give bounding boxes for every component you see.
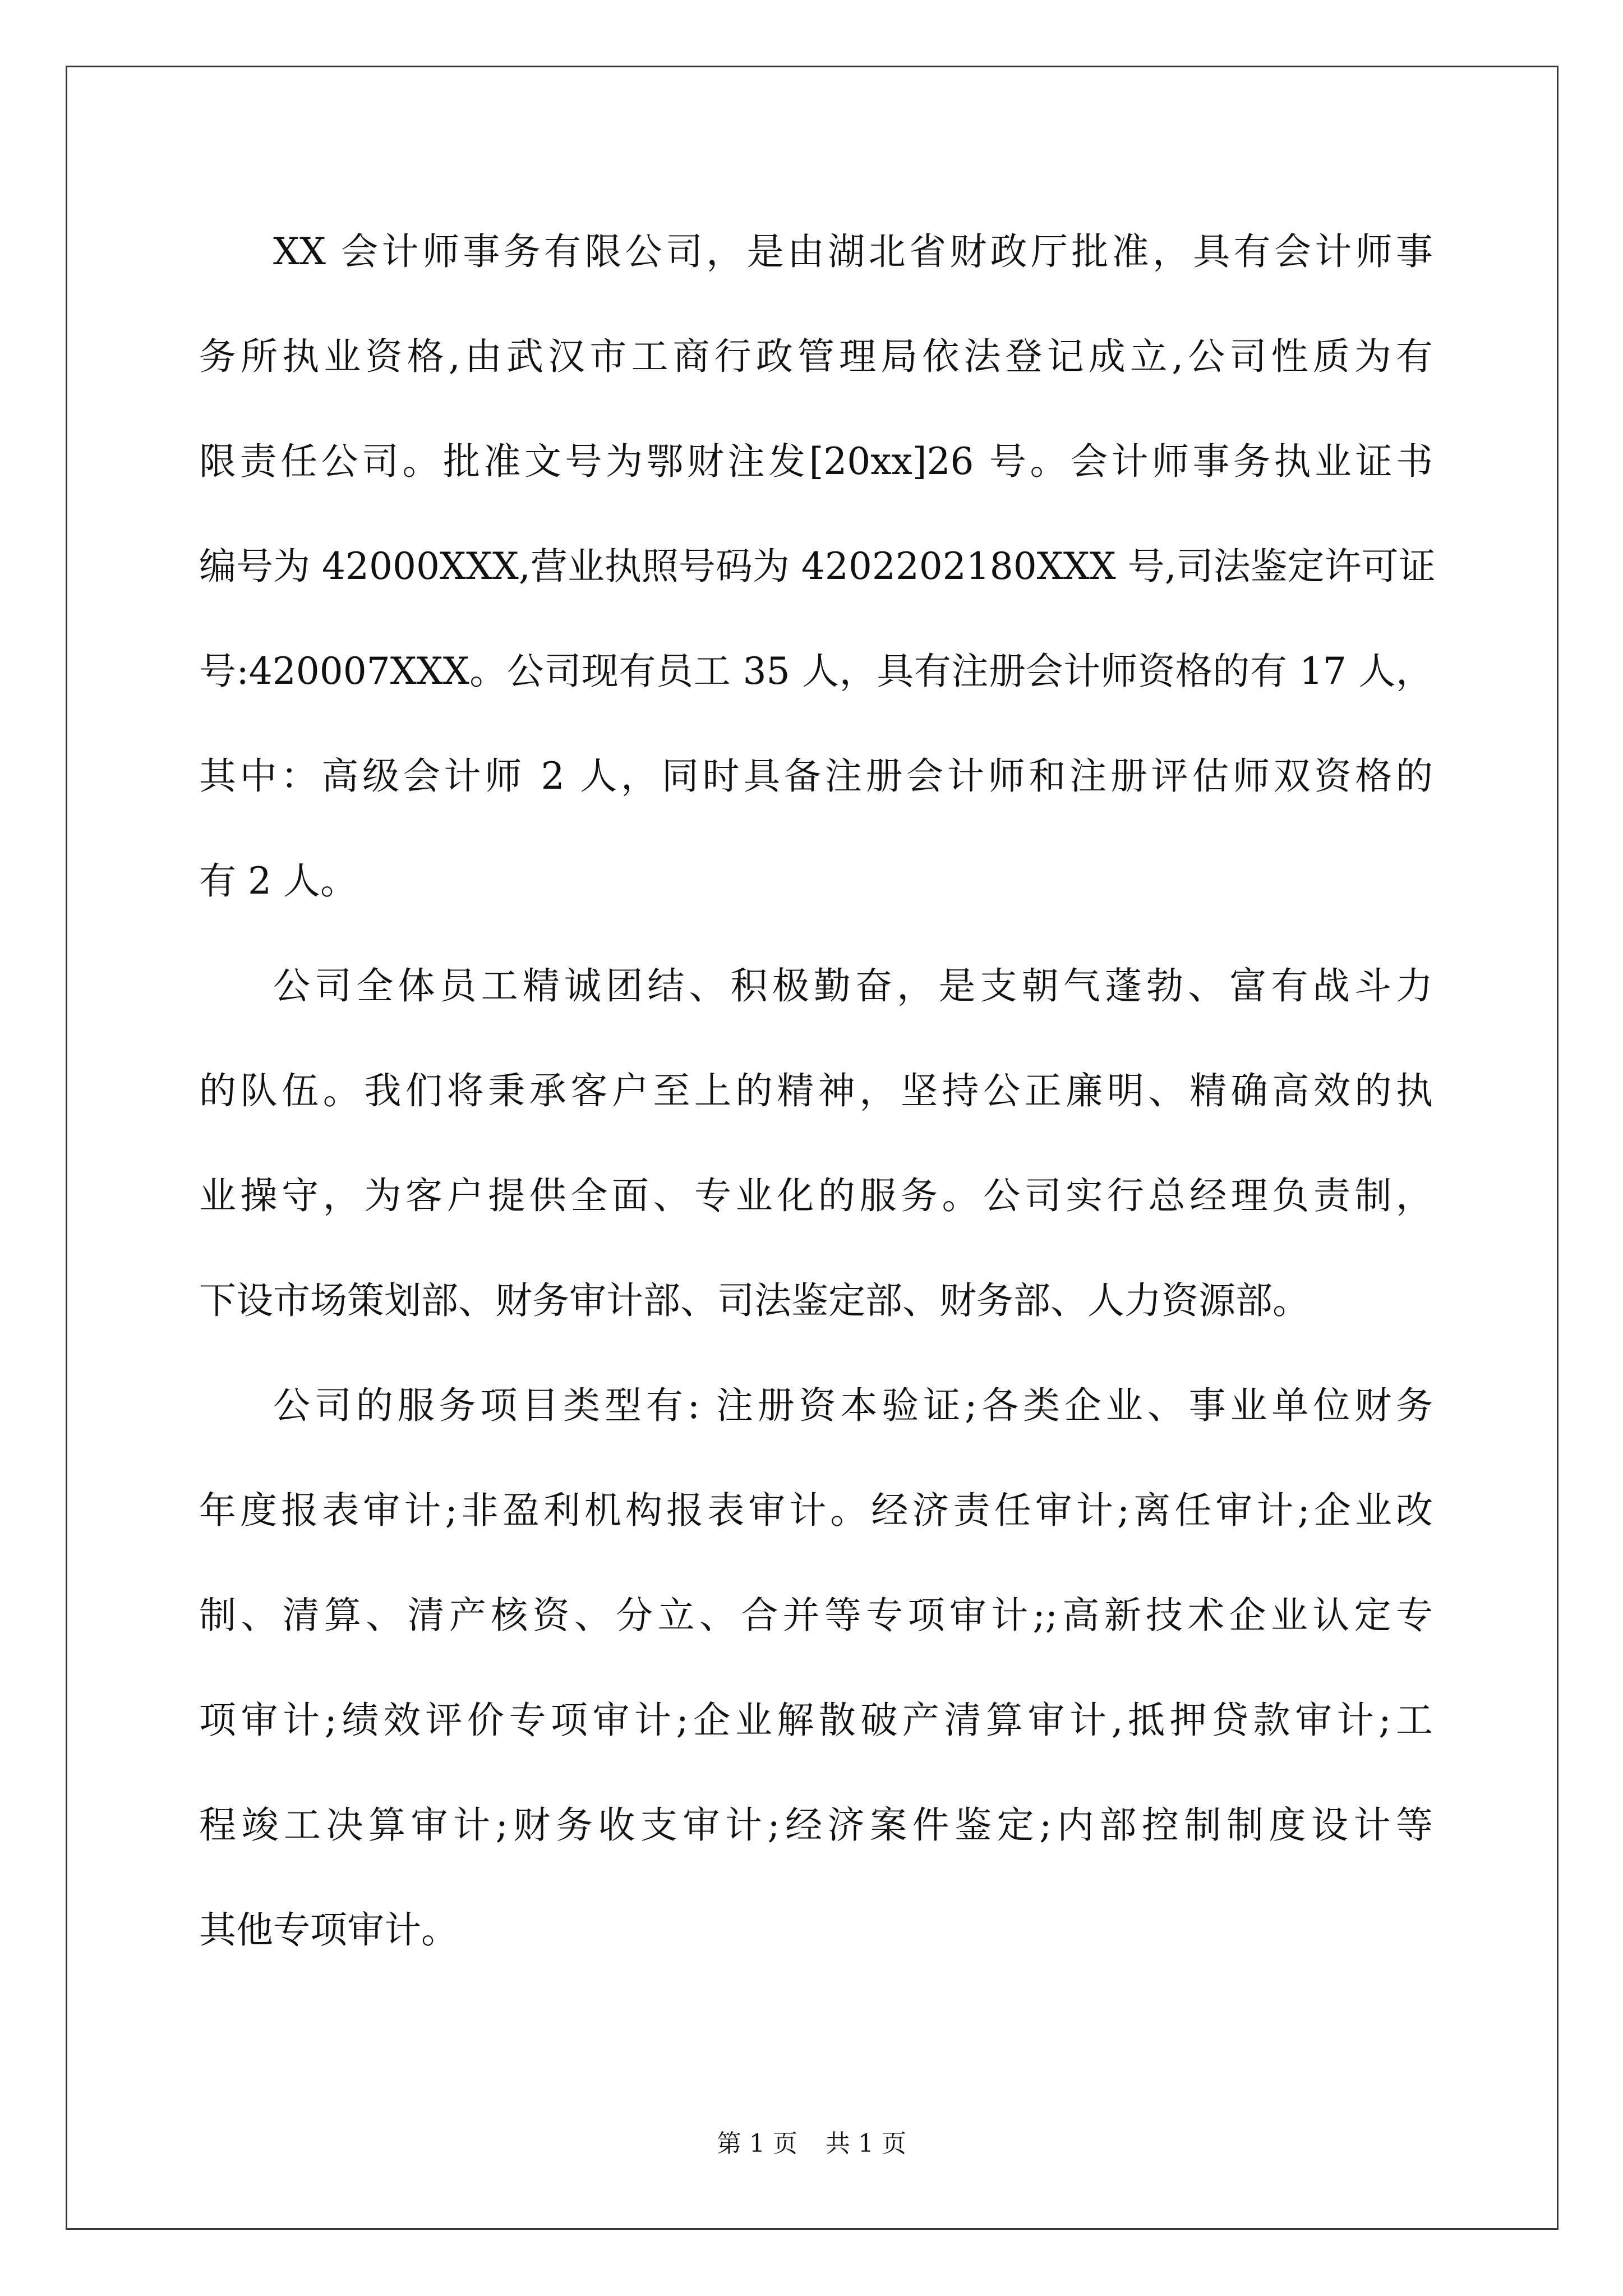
text-line: 项审计;绩效评价专项审计;企业解散破产清算审计,抵押贷款审计;工 — [199, 1699, 1433, 1742]
paragraph-company-intro — [199, 199, 1436, 933]
paragraph-staff-structure — [199, 933, 1433, 1353]
text-line: 年度报表审计;非盈利机构报表审计。经济责任审计;离任审计;企业改 — [199, 1489, 1433, 1532]
text-line: 编号为 42000XXX,营业执照号码为 4202202180XXX 号,司法鉴定许可证 — [199, 545, 1436, 588]
page-number: 第 1 页 — [717, 2129, 797, 2158]
text-line: XX 会计师事务有限公司，是由湖北省财政厅批准，具有会计师事 — [273, 230, 1433, 273]
text-line: 有 2 人。 — [199, 859, 357, 903]
text-line: 其他专项审计。 — [199, 1908, 458, 1952]
page-footer — [0, 2123, 1623, 2159]
document-body — [199, 199, 1436, 1982]
page-total: 共 1 页 — [826, 2129, 906, 2158]
paragraph-services — [199, 1353, 1433, 1982]
text-line: 业操守，为客户提供全面、专业化的服务。公司实行总经理负责制， — [199, 1174, 1433, 1217]
text-line: 的队伍。我们将秉承客户至上的精神，坚持公正廉明、精确高效的执 — [199, 1069, 1433, 1112]
text-line: 程竣工决算审计;财务收支审计;经济案件鉴定;内部控制制度设计等 — [199, 1803, 1433, 1847]
text-line: 制、清算、清产核资、分立、合并等专项审计;;高新技术企业认定专 — [199, 1594, 1433, 1637]
text-line: 务所执业资格,由武汉市工商行政管理局依法登记成立,公司性质为有 — [199, 335, 1433, 378]
text-line: 公司的服务项目类型有: 注册资本验证;各类企业、事业单位财务 — [273, 1384, 1433, 1427]
text-line: 限责任公司。批准文号为鄂财注发[20xx]26 号。会计师事务执业证书 — [199, 440, 1433, 483]
text-line: 号:420007XXX。公司现有员工 35 人，具有注册会计师资格的有 17 人， — [199, 650, 1433, 693]
text-line: 其中：高级会计师 2 人，同时具备注册会计师和注册评估师双资格的 — [199, 754, 1433, 798]
text-line: 下设市场策划部、财务审计部、司法鉴定部、财务部、人力资源部。 — [199, 1279, 1310, 1322]
text-line: 公司全体员工精诚团结、积极勤奋，是支朝气蓬勃、富有战斗力 — [273, 964, 1433, 1007]
